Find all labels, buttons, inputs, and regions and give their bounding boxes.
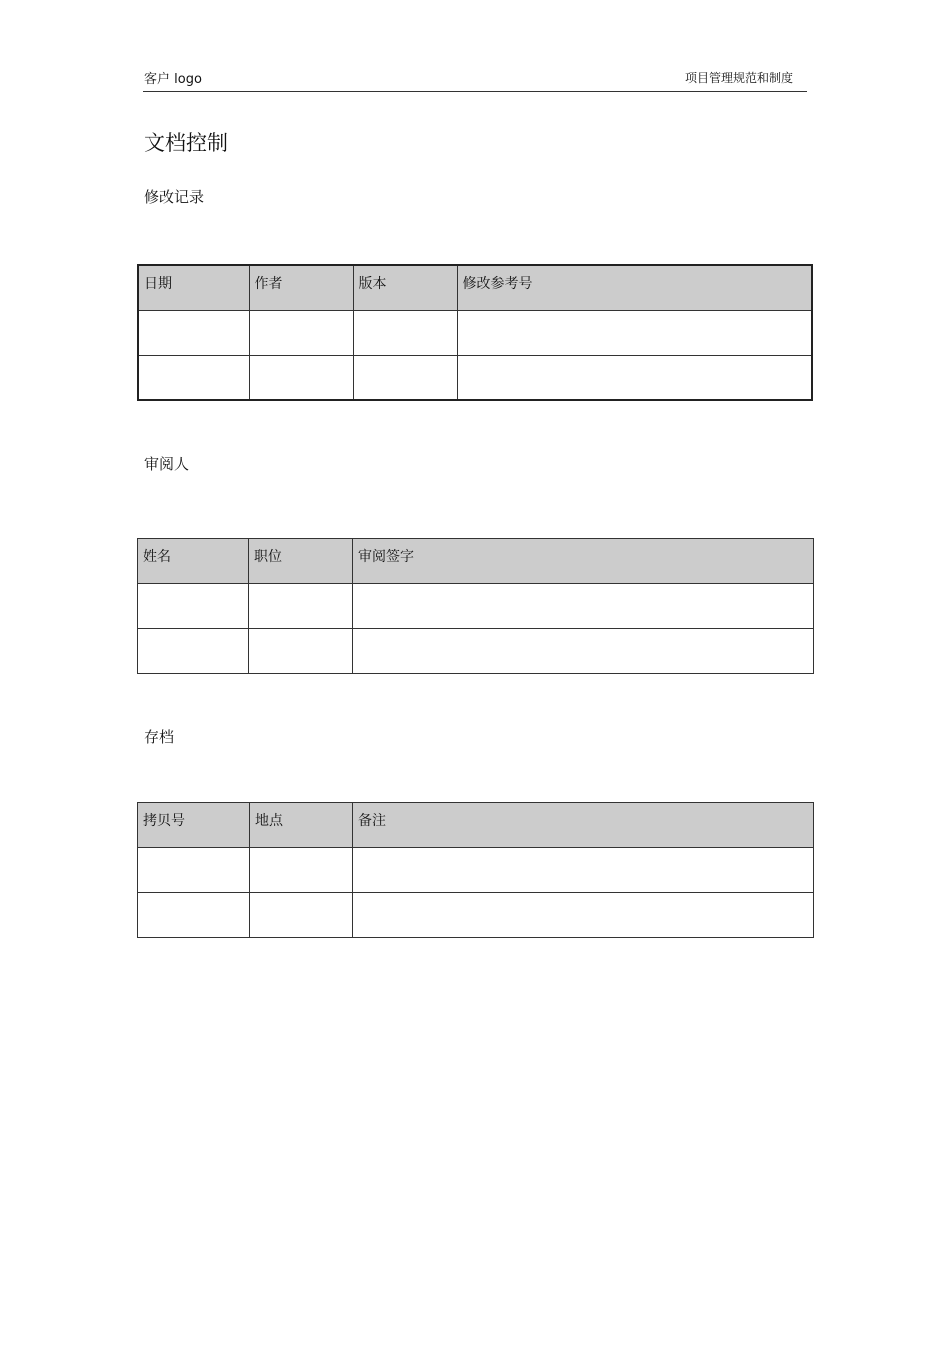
- revisions-table: [137, 264, 813, 401]
- table-cell[interactable]: [249, 629, 353, 674]
- section-title-reviewers: 审阅人: [144, 455, 190, 473]
- table-cell[interactable]: [249, 355, 353, 400]
- column-header-change-reference: 修改参考号: [457, 265, 812, 310]
- table-cell[interactable]: [353, 584, 814, 629]
- header-title: 项目管理规范和制度: [684, 71, 793, 85]
- table-cell[interactable]: [138, 848, 250, 893]
- column-header-version: 版本: [353, 265, 457, 310]
- table-row: [138, 848, 814, 893]
- table-cell[interactable]: [457, 310, 812, 355]
- table-cell[interactable]: [138, 629, 249, 674]
- table-header-row: [138, 539, 814, 584]
- document-title: 文档控制: [144, 131, 228, 155]
- table-header-row: [138, 803, 814, 848]
- table-cell[interactable]: [353, 310, 457, 355]
- section-title-archive: 存档: [144, 728, 175, 746]
- table-cell[interactable]: [250, 893, 353, 938]
- table-header-row: [138, 265, 812, 310]
- table-cell[interactable]: [249, 310, 353, 355]
- column-header-copy-number: 拷贝号: [138, 803, 250, 848]
- column-header-date: 日期: [138, 265, 249, 310]
- table-row: [138, 893, 814, 938]
- section-title-revisions: 修改记录: [144, 188, 205, 206]
- archive-table: [137, 802, 814, 938]
- column-header-author: 作者: [249, 265, 353, 310]
- column-header-location: 地点: [250, 803, 353, 848]
- table-row: [138, 584, 814, 629]
- table-cell[interactable]: [353, 848, 814, 893]
- table-row: [138, 629, 814, 674]
- page-header: [143, 66, 807, 92]
- column-header-name: 姓名: [138, 539, 249, 584]
- table-row: [138, 355, 812, 400]
- reviewers-table: [137, 538, 814, 674]
- table-cell[interactable]: [353, 355, 457, 400]
- column-header-position: 职位: [249, 539, 353, 584]
- table-cell[interactable]: [249, 584, 353, 629]
- table-cell[interactable]: [138, 355, 249, 400]
- table-cell[interactable]: [250, 848, 353, 893]
- table-cell[interactable]: [138, 310, 249, 355]
- table-cell[interactable]: [353, 629, 814, 674]
- table-cell[interactable]: [138, 893, 250, 938]
- table-cell[interactable]: [457, 355, 812, 400]
- table-row: [138, 310, 812, 355]
- table-cell[interactable]: [353, 893, 814, 938]
- column-header-remarks: 备注: [353, 803, 814, 848]
- client-logo-text: 客户 logo: [144, 72, 202, 87]
- column-header-review-signature: 审阅签字: [353, 539, 814, 584]
- table-cell[interactable]: [138, 584, 249, 629]
